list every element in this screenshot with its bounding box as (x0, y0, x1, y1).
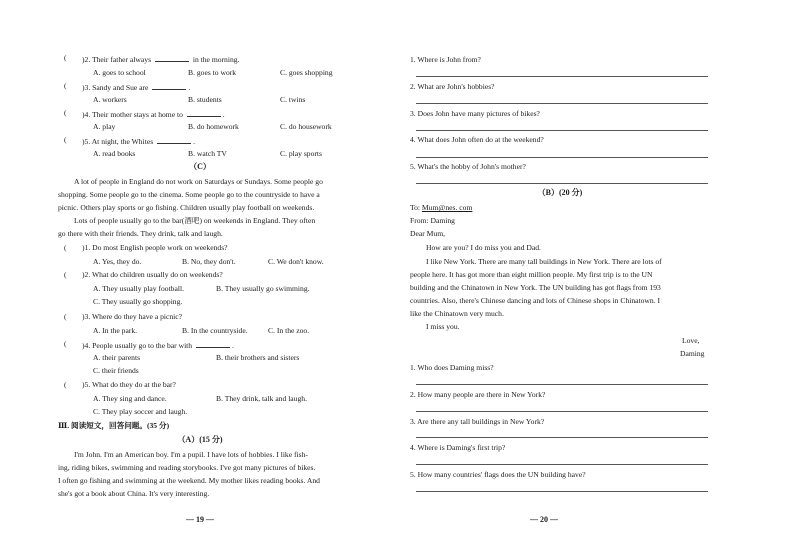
paren: ( (64, 243, 67, 252)
section-3-heading: Ⅲ. 阅读短文，回答问题。(35 分) (58, 421, 170, 430)
passage-line: Lots of people usually go to the bar(酒吧) on weekends in England. They often (74, 216, 316, 225)
email-address: Mum@nes. com (421, 203, 473, 212)
answer-line[interactable] (416, 411, 708, 412)
question-2: )2. Their father always in the morning. (82, 55, 240, 64)
option-c: C. their friends (93, 366, 139, 375)
signature: Daming (680, 349, 705, 358)
option-b: B. do homework (188, 122, 239, 131)
question-b-3: 3. Are there any tall buildings in New York? (410, 417, 545, 426)
paren: ( (64, 339, 67, 348)
option-a: A. play (93, 122, 116, 131)
question-b-5: 5. How many countries' flags does the UN building have? (410, 470, 586, 479)
option-b: B. students (188, 95, 222, 104)
passage-line: picnic. Others play sports or go fishing. Children usually play football on weekends. (58, 203, 315, 212)
passage-line: shopping. Some people go to the cinema. Some people go to the countryside to have a (58, 190, 320, 199)
answer-line[interactable] (416, 157, 708, 158)
c-question-1: )1. Do most English people work on weekends? (82, 243, 228, 252)
option-b: B. their brothers and sisters (216, 353, 300, 362)
question-b-4: 4. Where is Daming's first trip? (410, 443, 506, 452)
email-from: From: Daming (410, 216, 455, 225)
passage-line: A lot of people in England do not work on Saturdays or Sundays. Some people go (74, 177, 323, 186)
greeting: Dear Mum, (410, 229, 446, 238)
answer-line[interactable] (416, 437, 708, 438)
option-b: B. watch TV (188, 149, 227, 158)
answer-line[interactable] (416, 130, 708, 131)
question-a-2: 2. What are John's hobbies? (410, 82, 495, 91)
answer-blank[interactable] (157, 135, 191, 144)
c-question-3: )3. Where do they have a picnic? (82, 312, 183, 321)
option-c: C. play sports (280, 149, 322, 158)
option-c: C. do housework (280, 122, 332, 131)
answer-blank[interactable] (155, 53, 189, 62)
option-b: B. goes to work (188, 68, 237, 77)
answer-blank[interactable] (196, 339, 230, 348)
option-c: C. They play soccer and laugh. (93, 407, 188, 416)
c-question-4: )4. People usually go to the bar with . (82, 341, 234, 350)
question-a-1: 1. Where is John from? (410, 55, 481, 64)
question-a-4: 4. What does John often do at the weekend? (410, 135, 544, 144)
paren: ( (64, 135, 67, 144)
passage-line: ing, riding bikes, swimming and reading storybooks. I've got many pictures of bikes. (58, 463, 316, 472)
question-5: )5. At night, the Whites . (82, 137, 195, 146)
option-a: A. their parents (93, 353, 141, 362)
paren: ( (64, 81, 67, 90)
question-4: )4. Their mother stays at home to . (82, 110, 225, 119)
c-question-2: )2. What do children usually do on weekends? (82, 270, 223, 279)
answer-blank[interactable] (152, 81, 186, 90)
closing: Love, (682, 336, 700, 345)
letter-line: like the Chinatown very much. (410, 309, 504, 318)
right-page (400, 0, 800, 560)
letter-line: I miss you. (426, 322, 460, 331)
email-to: To: Mum@nes. com (410, 203, 473, 212)
letter-line: countries. Also, there's Chinese dancing and lots of Chinese shops in Chinatown. I (410, 296, 661, 305)
option-a: A. They usually play football. (93, 284, 184, 293)
option-b: B. They drink, talk and laugh. (216, 394, 307, 403)
page-number: — 20 — (530, 515, 558, 524)
c-question-5: )5. What do they do at the bar? (82, 380, 176, 389)
option-c: C. In the zoo. (268, 326, 310, 335)
answer-line[interactable] (416, 76, 708, 77)
option-a: A. In the park. (93, 326, 138, 335)
option-a: A. read books (93, 149, 136, 158)
section-b-heading: （B）(20 分) (537, 188, 583, 197)
page-number: — 19 — (186, 515, 214, 524)
passage-line: I often go fishing and swimming at the weekend. My mother likes reading books. And (58, 476, 320, 485)
option-a: A. goes to school (93, 68, 146, 77)
option-a: A. Yes, they do. (93, 257, 142, 266)
question-a-5: 5. What's the hobby of John's mother? (410, 162, 526, 171)
option-b: B. No, they don't. (182, 257, 236, 266)
paren: ( (64, 108, 67, 117)
option-a: A. They sing and dance. (93, 394, 167, 403)
letter-line: people here. It has got more than eight million people. My first trip is to the UN (410, 270, 653, 279)
option-c: C. We don't know. (268, 257, 324, 266)
answer-blank[interactable] (187, 108, 221, 117)
answer-line[interactable] (416, 384, 708, 385)
letter-line: building and the Chinatown in New York. The UN building has got flags from 193 (410, 283, 661, 292)
option-c: C. twins (280, 95, 306, 104)
option-b: B. In the countryside. (182, 326, 248, 335)
question-b-1: 1. Who does Daming miss? (410, 363, 494, 372)
question-a-3: 3. Does John have many pictures of bikes? (410, 109, 540, 118)
answer-line[interactable] (416, 103, 708, 104)
answer-line[interactable] (416, 491, 708, 492)
letter-line: How are you? I do miss you and Dad. (426, 243, 541, 252)
paren: ( (64, 312, 67, 321)
question-b-2: 2. How many people are there in New York? (410, 390, 546, 399)
answer-line[interactable] (416, 464, 708, 465)
option-c: C. They usually go shopping. (93, 297, 183, 306)
answer-line[interactable] (416, 183, 708, 184)
passage-line: she's got a book about China. It's very interesting. (58, 489, 210, 498)
paren: ( (64, 53, 67, 62)
passage-line: I'm John. I'm an American boy. I'm a pupil. I have lots of hobbies. I like fish- (74, 450, 308, 459)
passage-line: go there with their friends. They drink, talk and laugh. (58, 229, 223, 238)
option-c: C. goes shopping (280, 68, 333, 77)
section-a-heading: （A）(15 分) (177, 435, 223, 444)
question-3: )3. Sandy and Sue are . (82, 83, 191, 92)
paren: ( (64, 380, 67, 389)
option-b: B. They usually go swimming. (216, 284, 310, 293)
option-a: A. workers (93, 95, 127, 104)
section-c-heading: （C） (189, 162, 211, 171)
letter-line: I like New York. There are many tall buildings in New York. There are lots of (426, 257, 662, 266)
paren: ( (64, 270, 67, 279)
